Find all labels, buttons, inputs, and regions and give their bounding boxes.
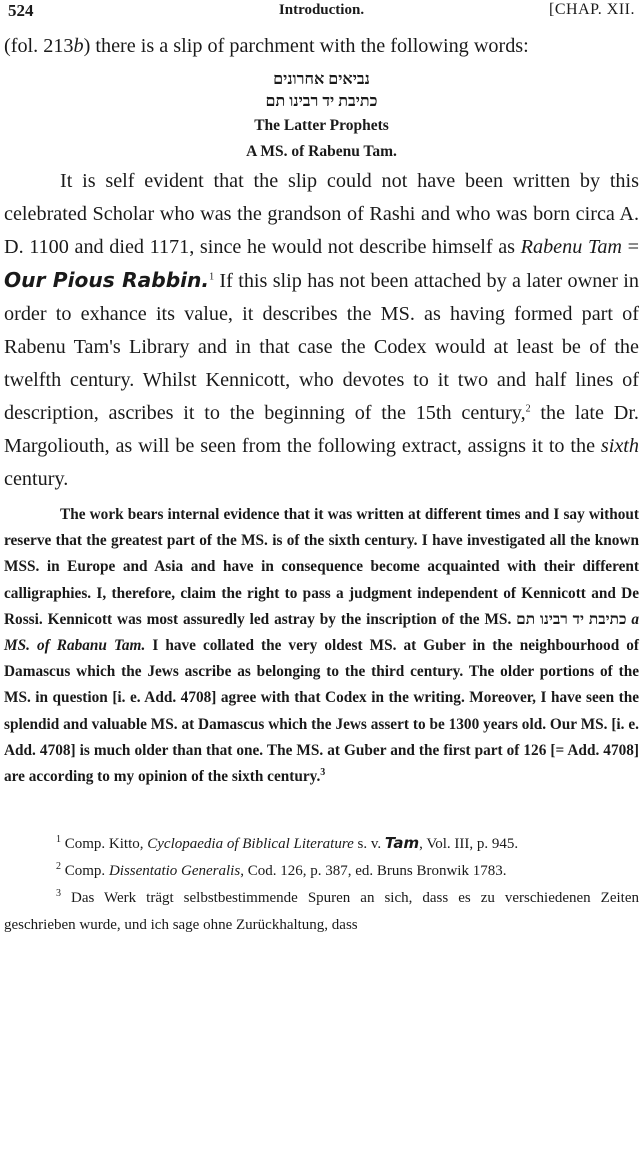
running-title: Introduction. xyxy=(278,2,365,18)
text-run-italic: b xyxy=(73,35,84,57)
running-header xyxy=(4,0,639,30)
text-run: s. v. xyxy=(353,836,385,853)
opening-paragraph xyxy=(4,30,639,63)
chapter-label: [CHAP. XII. xyxy=(549,1,635,18)
text-run: (fol. 213 xyxy=(4,35,74,57)
text-run: If this slip has not been attached by a later owner in order to exhance its value, it describes the MS. as having formed part of Rabenu Tam's Library and in that case the Codex would at least be of the twelfth century. Whilst Kennicott, who devotes to it two and half lines of description, ascribes it to the beginning of the 15th century, xyxy=(4,270,640,424)
text-run: century. xyxy=(4,468,69,490)
text-run: ) there is a slip of parchment with the following words: xyxy=(83,35,529,57)
english-line-2: A MS. of Rabenu Tam. xyxy=(246,143,397,160)
footnote-ref-2: 2 xyxy=(525,403,531,415)
text-run: Comp. xyxy=(61,863,109,880)
text-run: It is self evident that the slip could not have been written by this celebrated Scholar who was the grandson of Rashi and who was born circa A. D. 1100 and died 1171, since he would not describe himself as xyxy=(4,170,639,258)
footnote-number: 1 xyxy=(56,834,61,846)
text-run-italic: a MS. of Rabanu Tam. xyxy=(4,610,639,655)
hebrew-line-1: נביאים אחרונים xyxy=(273,71,370,88)
footnote-number: 3 xyxy=(56,888,61,900)
text-run: the late Dr. Margoliouth, as will be seen from the following extract, assigns it to the xyxy=(4,402,639,457)
text-run: Das Werk trägt selbstbestimmende Spuren an sich, dass es zu verschiedenen Zeiten geschrieben wurde, und ich sage ohne Zurückhaltung, dass xyxy=(4,890,639,934)
text-run: = xyxy=(622,236,640,258)
hebrew-run: כתיבת יד רבינו תם xyxy=(516,610,627,628)
footnotes xyxy=(4,830,639,939)
text-run-italic: sixth xyxy=(600,435,639,457)
footnote-2 xyxy=(4,858,639,885)
footnote-ref-3: 3 xyxy=(320,766,326,778)
text-run-italic: Dissentatio Generalis xyxy=(108,863,241,880)
text-run-italic: Cyclopaedia of Biblical Literature xyxy=(147,836,354,853)
footnote-ref-1: 1 xyxy=(209,271,215,283)
text-run-blackletter: Tam xyxy=(384,834,420,853)
text-run: The work bears internal evidence that it was written at different times and I say without reserve that the greatest part of the MS. is of the sixth century. I have investigated all the known MSS. in Europe and Asia and have in consequence become acquainted with their different calligraphies. I, therefore, claim the right to pass a judgment independent of Kennicott and De Rossi. Kennicott was most assuredly led astray by the inscription of the MS. xyxy=(4,506,639,628)
text-run-italic: Rabenu Tam xyxy=(520,236,622,258)
footnote-number: 2 xyxy=(56,861,61,873)
hebrew-line-2: כתיבת יד רבינו תם xyxy=(265,93,378,110)
text-run: I have collated the very oldest MS. at Guber in the neighbourhood of Damascus which the Jews ascribe as belonging to the third century. The older portions of the MS. in question [i. e. Add. 4708] agree with that Codex in the writing. Moreover, I have seen the splendid and valuable MS. at Damascus which the Jews assert to be 1300 years old. Our MS. [i. e. Add. 4708] is much older than that one. The MS. at Guber and the first part of 126 [= Add. 4708] are according to my opinion of the sixth century. xyxy=(4,637,639,786)
text-run: Comp. Kitto, xyxy=(61,836,148,853)
text-run: , Cod. 126, p. 387, ed. Bruns Bronwik 1783. xyxy=(240,863,507,880)
main-paragraph xyxy=(4,165,639,496)
footnote-1 xyxy=(4,830,639,858)
english-line-1: The Latter Prophets xyxy=(254,117,389,134)
block-quote xyxy=(4,502,639,790)
text-run-blackletter: Our Pious Rabbin. xyxy=(4,268,210,292)
footnote-3 xyxy=(4,885,639,939)
text-run: , Vol. III, p. 945. xyxy=(419,836,519,853)
parchment-inscription xyxy=(4,69,639,165)
page-number: 524 xyxy=(8,1,34,20)
